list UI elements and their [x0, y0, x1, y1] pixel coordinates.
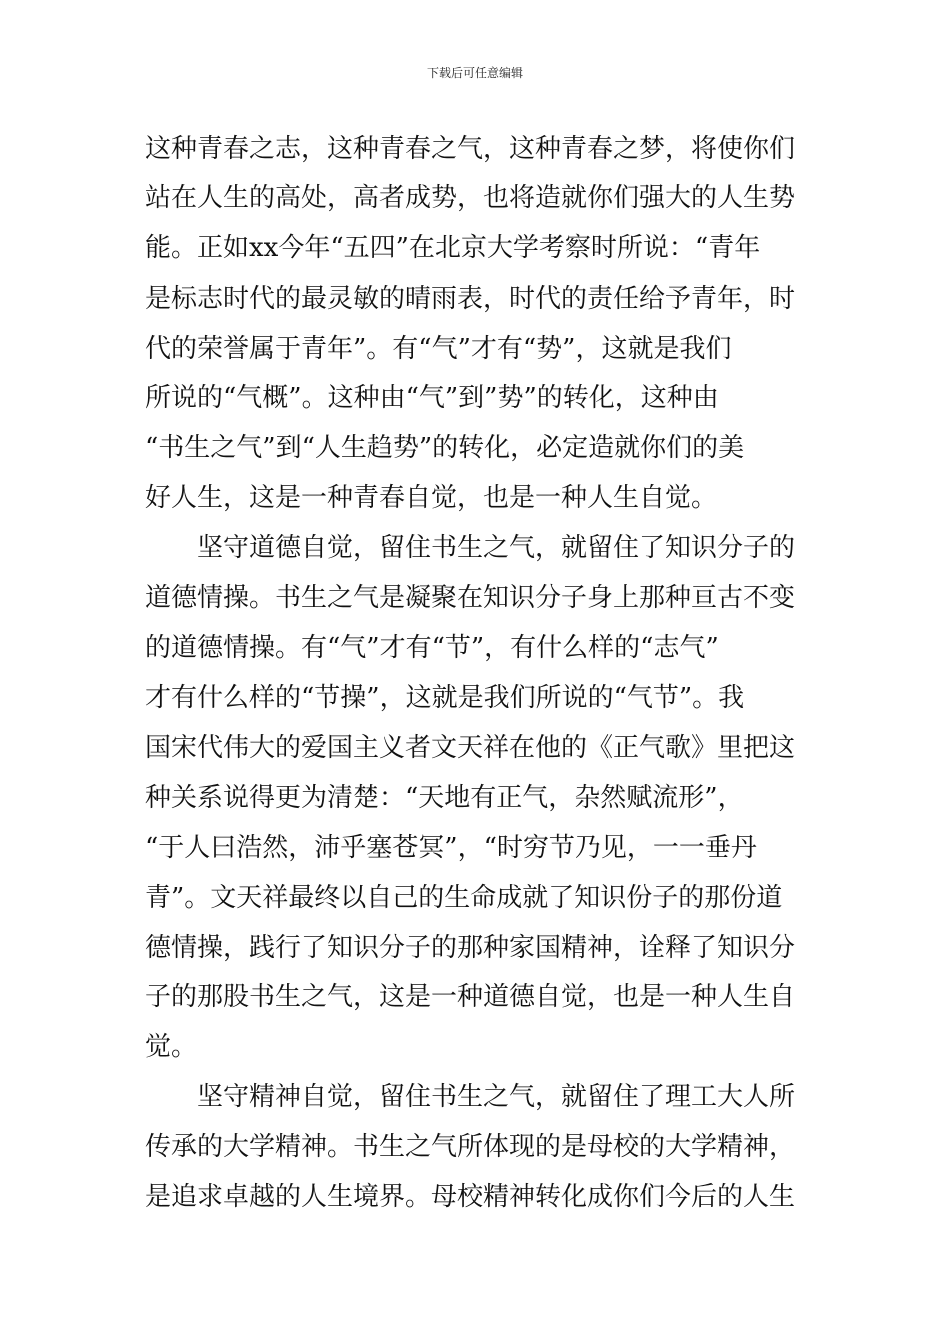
- text-line: 国宋代伟大的爱国主义者文天祥在他的《正气歌》里把这: [145, 733, 796, 763]
- page-header: 下载后可任意编辑: [426, 66, 523, 80]
- text-line: 坚守精神自觉，留住书生之气，就留住了理工大人所: [145, 1082, 796, 1112]
- text-line: 才有什么样的“节操”，这就是我们所说的“气节”。我: [145, 683, 745, 713]
- text-line: 传承的大学精神。书生之气所体现的是母校的大学精神，: [145, 1132, 796, 1162]
- text-line: 是追求卓越的人生境界。母校精神转化成你们今后的人生: [145, 1182, 796, 1212]
- text-line: 坚守道德自觉，留住书生之气，就留住了知识分子的: [145, 533, 796, 563]
- text-line: 是标志时代的最灵敏的晴雨表，时代的责任给予青年，时: [145, 284, 796, 314]
- text-line: 青”。文天祥最终以自己的生命成就了知识份子的那份道: [145, 883, 783, 913]
- text-line: 觉。: [145, 1032, 198, 1062]
- text-line: 道德情操。书生之气是凝聚在知识分子身上那种亘古不变: [145, 583, 796, 613]
- text-line: 好人生，这是一种青春自觉，也是一种人生自觉。: [145, 483, 718, 513]
- text-line: 能。正如xx今年“五四”在北京大学考察时所说：“青年: [145, 233, 761, 263]
- text-line: 的道德情操。有“气”才有“节”，有什么样的“志气”: [145, 633, 719, 663]
- text-line: 代的荣誉属于青年”。有“气”才有“势”，这就是我们: [145, 334, 732, 364]
- text-line: 种关系说得更为清楚：“天地有正气，杂然赋流形”，: [145, 783, 744, 813]
- text-line: “于人曰浩然，沛乎塞苍冥”，“时穷节乃见，一一垂丹: [145, 833, 757, 863]
- text-line: 这种青春之志，这种青春之气，这种青春之梦，将使你们: [145, 134, 796, 164]
- text-line: 德情操，践行了知识分子的那种家国精神，诠释了知识分: [145, 933, 796, 963]
- text-line: 站在人生的高处，高者成势，也将造就你们强大的人生势: [145, 183, 796, 213]
- text-line: 所说的“气概”。这种由“气”到”势”的转化，这种由: [145, 383, 719, 413]
- text-line: 子的那股书生之气，这是一种道德自觉，也是一种人生自: [145, 982, 796, 1012]
- text-line: “书生之气”到“人生趋势”的转化，必定造就你们的美: [145, 433, 745, 463]
